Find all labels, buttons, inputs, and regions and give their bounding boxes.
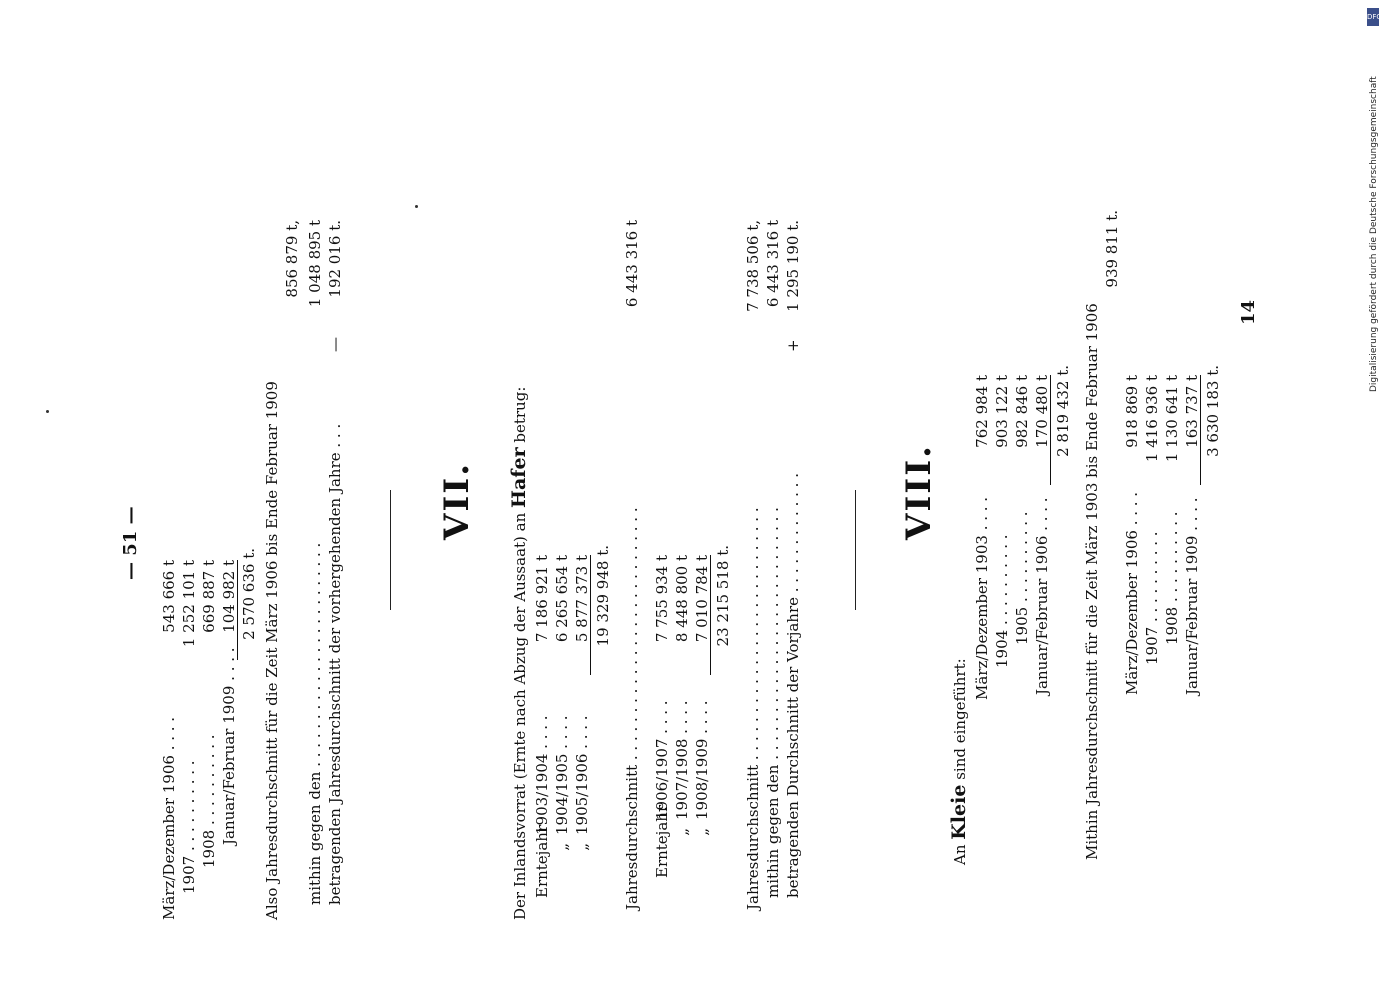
harvest-year: 1908/1909 . . . .	[693, 700, 711, 820]
section7-intro-text: Der Inlandsvorrat (Ernte nach Abzug der Aussaat) an	[511, 512, 529, 920]
harvest-value: 7 755 934 t	[653, 555, 671, 643]
page-number-header: — 51 —	[120, 506, 141, 580]
bran-row: 1905 . . . . . . . . . .	[1013, 511, 1031, 645]
section8-average-value: 939 811 t.	[1103, 210, 1121, 288]
block1-row: Januar/Februar 1909 . . . .	[220, 647, 238, 845]
bran-value: 982 846 t	[1013, 375, 1031, 448]
bran-row: Januar/Februar 1906 . . . .	[1033, 497, 1051, 695]
section8-intro-bold: Kleie	[948, 784, 970, 840]
bran-value: 1 416 936 t	[1143, 375, 1161, 463]
separator-rule	[390, 490, 391, 610]
harvest-prefix: „	[673, 828, 691, 836]
block1-row: 1908 . . . . . . . . . .	[200, 734, 218, 868]
block1-mithin-label: mithin gegen den . . . . . . . . . . . . . . . . . . . . . . . .	[306, 542, 324, 905]
section7-sign: +	[784, 339, 802, 352]
harvest-prefix: „	[573, 843, 591, 851]
block1-value: 1 252 101 t	[180, 560, 198, 648]
section7-intro	[510, 387, 529, 920]
bran-row: 1904 . . . . . . . . . .	[993, 534, 1011, 668]
bran-value: 762 984 t	[973, 375, 991, 448]
scan-speck	[46, 410, 49, 413]
block1-value: 543 666 t	[160, 560, 178, 633]
harvest-value: 6 265 654 t	[553, 555, 571, 643]
section7-avg1-value: 6 443 316 t	[623, 220, 641, 308]
block1-total: 2 570 636 t.	[240, 548, 258, 640]
bran-value: 903 122 t	[993, 375, 1011, 448]
section8-intro	[950, 658, 969, 865]
harvest-year: 1907/1908 . . . .	[673, 700, 691, 820]
bran-value: 163 737 t	[1185, 375, 1201, 485]
harvest-year: 1903/1904 . . . .	[533, 715, 551, 835]
bran-value: 918 869 t	[1123, 375, 1141, 448]
bran-row: März/Dezember 1903 . . . .	[973, 496, 991, 700]
bran-total: 3 630 183 t.	[1204, 365, 1222, 457]
harvest-year: 1904/1905 . . . .	[553, 715, 571, 835]
section8-average-text: Mithin Jahresdurchschnitt für die Zeit März 1903 bis Ende Februar 1906	[1083, 303, 1101, 860]
section-heading-viii: VIII.	[899, 444, 939, 540]
section7-intro-end: betrug:	[511, 386, 529, 443]
block1-betragenden-value: 192 016 t.	[326, 220, 344, 298]
harvest-value: 8 448 800 t	[673, 555, 691, 643]
signature-mark: 14	[1238, 299, 1259, 325]
section7-mithin-value: 6 443 316 t	[764, 220, 782, 308]
harvest-prefix: „	[553, 843, 571, 851]
bran-row: März/Dezember 1906 . . . .	[1123, 491, 1141, 695]
bran-row: 1908 . . . . . . . . . .	[1163, 511, 1181, 645]
bran-value: 1 130 641 t	[1163, 375, 1181, 463]
bran-value: 170 480 t	[1035, 375, 1051, 485]
block1-mithin-value: 1 048 895 t	[306, 220, 324, 308]
harvest-year: 1905/1906 . . . .	[573, 715, 591, 835]
block1-value: 104 982 t	[222, 560, 238, 660]
section7-avg2-value: 7 738 506 t,	[744, 220, 762, 312]
section7-betragenden-label: betragenden Durchschnitt der Vorjahre . . . . . . . . . . . . .	[784, 473, 802, 898]
harvest-prefix: Erntejahr	[533, 824, 551, 898]
section7-betragenden-value: 1 295 190 t.	[784, 220, 802, 312]
harvest-value: 7 010 784 t	[695, 555, 711, 675]
harvest-value: 5 877 373 t	[575, 555, 591, 675]
section7-mithin-label: mithin gegen den . . . . . . . . . . . . . . . . . . . . . . . . . . .	[764, 507, 782, 898]
separator-rule	[855, 490, 856, 610]
block1-average-value: 856 879 t,	[283, 220, 301, 298]
bran-row: 1907 . . . . . . . . . .	[1143, 531, 1161, 665]
block1-sign: —	[326, 337, 344, 352]
section8-intro-pre: An	[951, 844, 969, 865]
section-heading-vii: VII.	[437, 461, 477, 540]
harvest-prefix: Erntejahr	[653, 804, 671, 878]
block1-value: 669 887 t	[200, 560, 218, 633]
bran-row: Januar/Februar 1909 . . . .	[1183, 497, 1201, 695]
harvest-total: 23 215 518 t.	[714, 545, 732, 647]
block1-row: 1907 . . . . . . . . . .	[180, 760, 198, 894]
section7-avg2-label: Jahresdurchschnitt . . . . . . . . . . . . . . . . . . . . . . . . . . .	[744, 507, 762, 910]
harvest-year: 1906/1907 . . . .	[653, 700, 671, 820]
watermark-text: Digitalisierung gefördert durch die Deutsche Forschungsgemeinschaft	[1369, 76, 1379, 392]
section7-intro-bold: Hafer	[508, 447, 530, 508]
harvest-value: 7 186 921 t	[533, 555, 551, 643]
block1-row: März/Dezember 1906 . . . .	[160, 716, 178, 920]
block1-average-text: Also Jahresdurchschnitt für die Zeit März 1906 bis Ende Februar 1909	[263, 381, 281, 920]
harvest-prefix: „	[693, 828, 711, 836]
rotated-page	[120, 160, 1270, 920]
block1-betragenden-label: betragenden Jahresdurchschnitt der vorhergehenden Jahre . . .	[326, 423, 344, 905]
section7-avg1-label: Jahresdurchschnitt . . . . . . . . . . . . . . . . . . . . . . . . . . .	[623, 507, 641, 910]
dfg-logo: DFG	[1367, 8, 1379, 26]
section8-intro-end: sind eingeführt:	[951, 658, 969, 780]
harvest-total: 19 329 948 t.	[594, 545, 612, 647]
bran-total: 2 819 432 t.	[1054, 365, 1072, 457]
